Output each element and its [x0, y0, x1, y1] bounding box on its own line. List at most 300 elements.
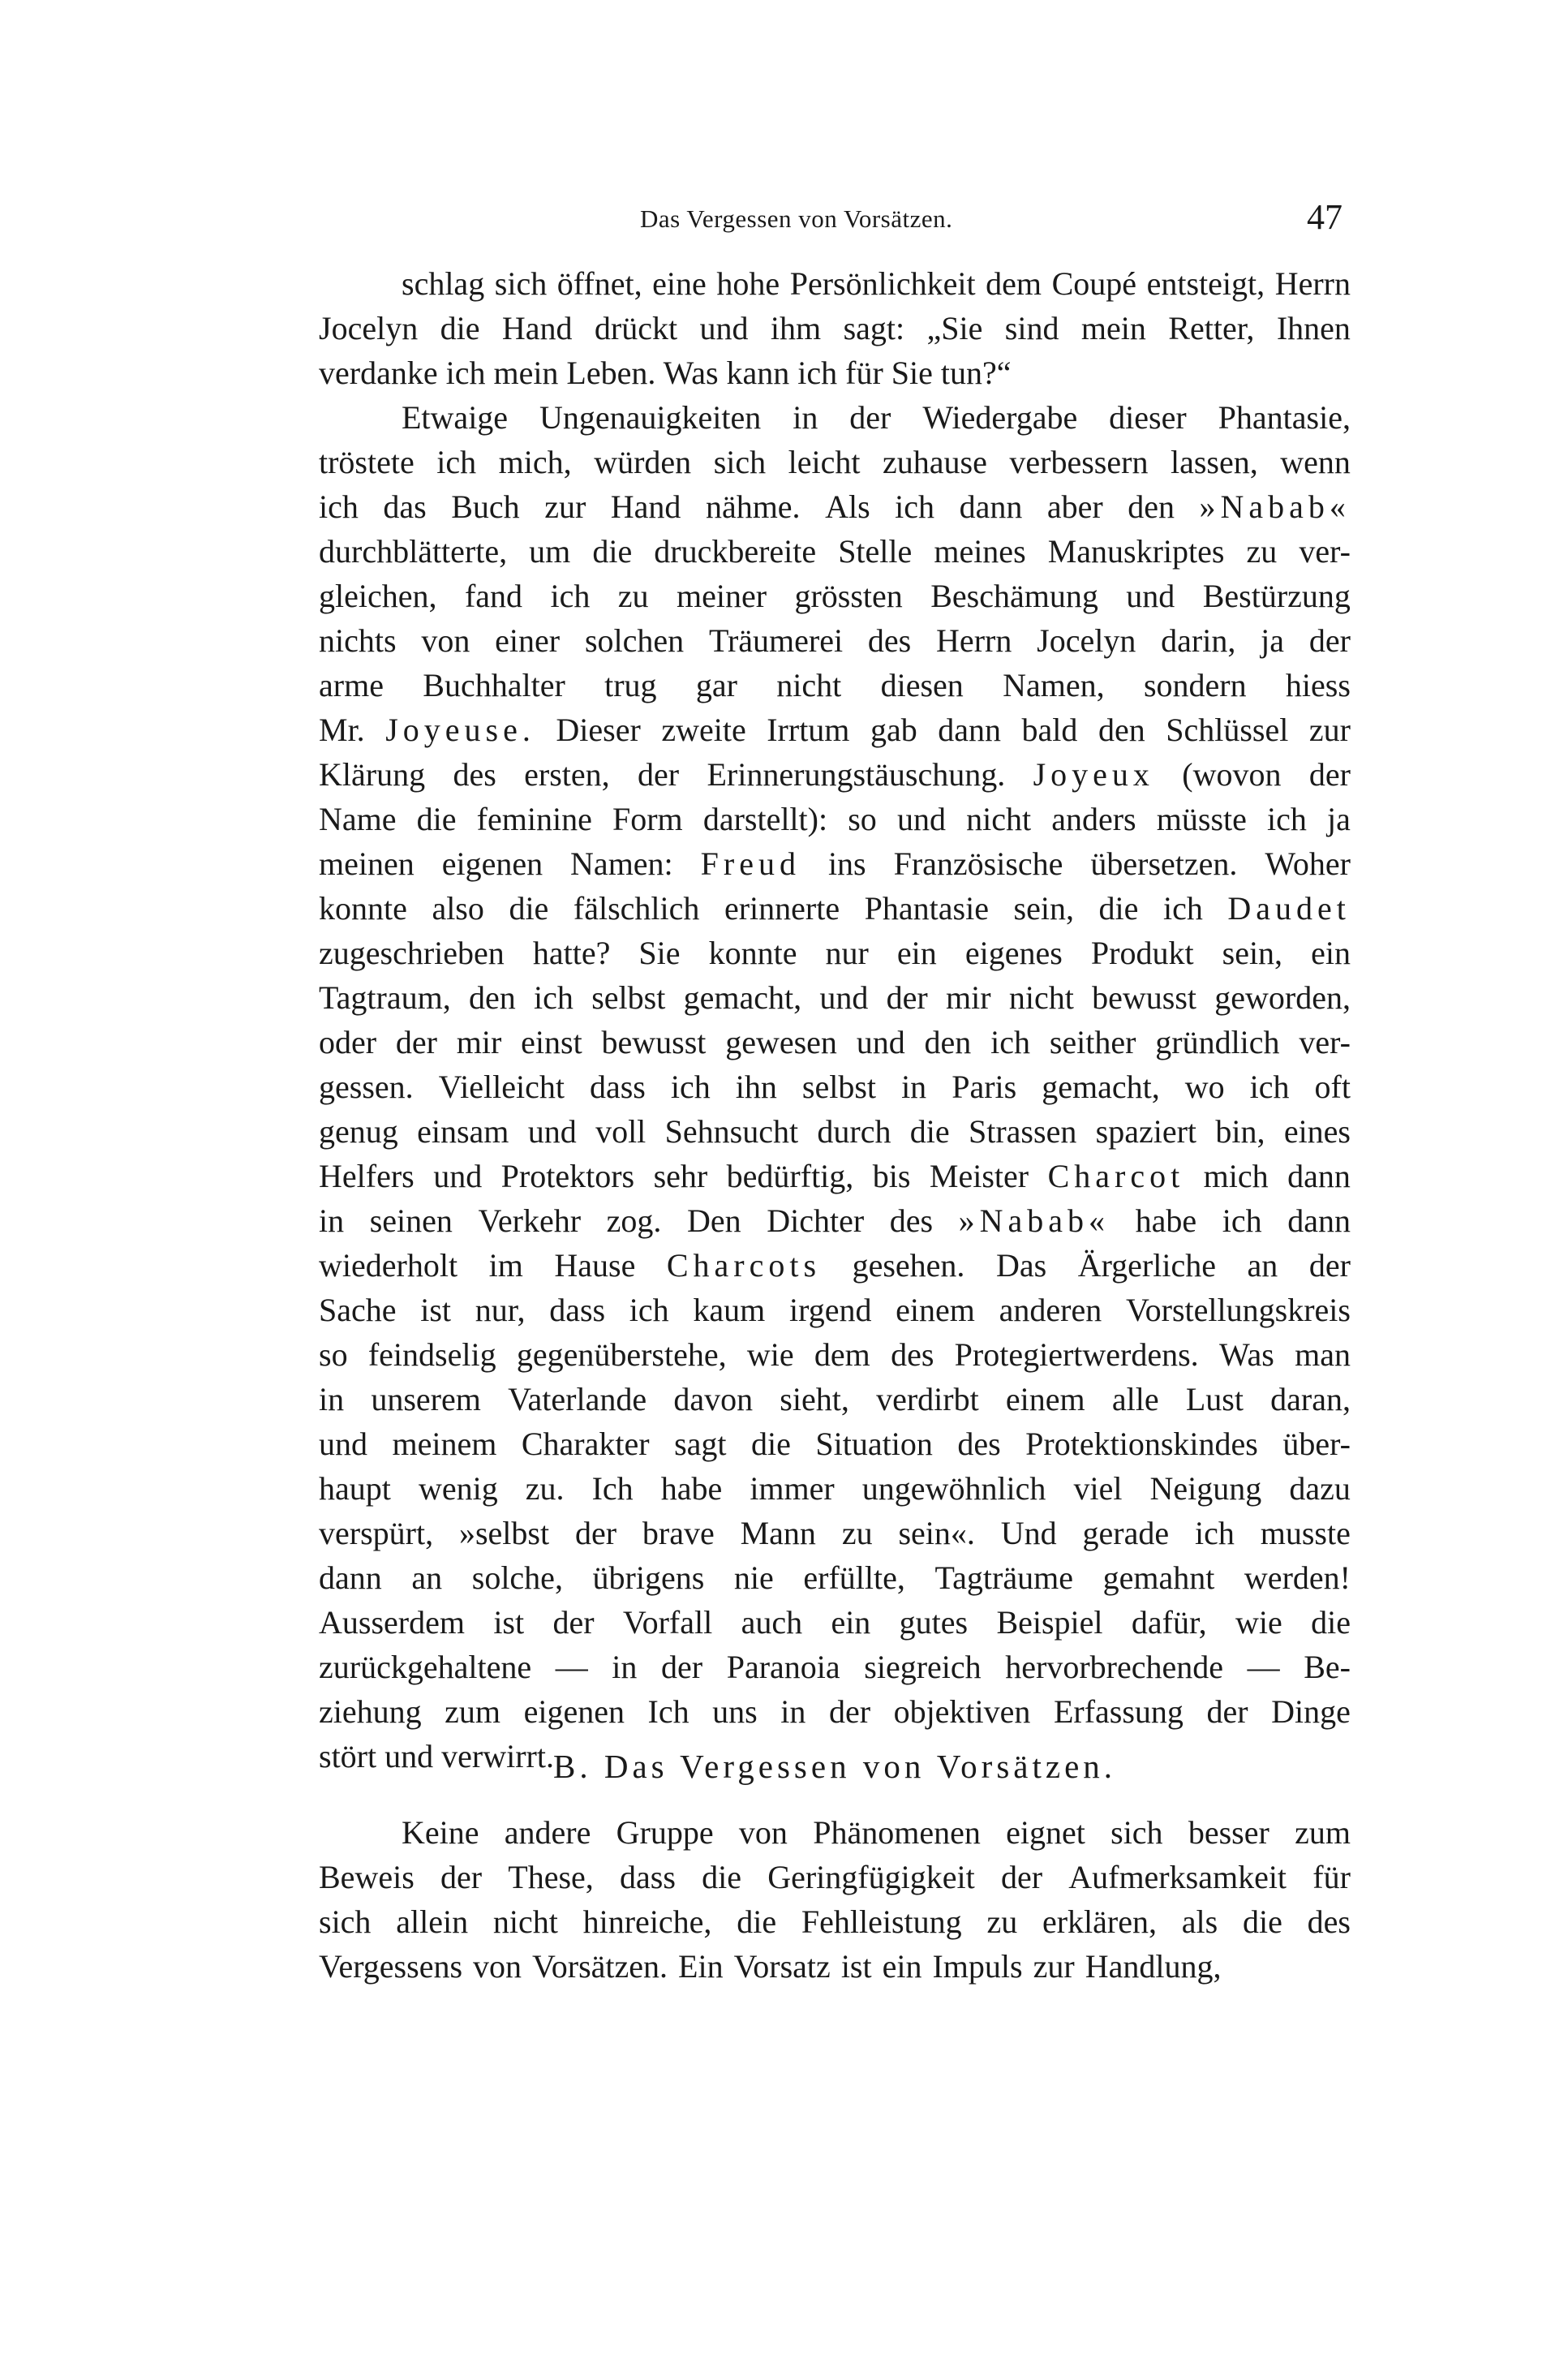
word: und — [1126, 578, 1175, 614]
word: hinreiche, — [582, 1903, 712, 1940]
word: eigenen — [441, 845, 543, 882]
word: sondern — [1143, 667, 1247, 703]
word: nichts — [319, 622, 397, 659]
word: ich — [1195, 1515, 1235, 1551]
word: gar — [695, 667, 737, 703]
word: Buch — [451, 488, 520, 525]
word: zurückgehaltene — [319, 1649, 532, 1685]
word: Retter, — [1168, 310, 1255, 346]
word: Stelle — [838, 533, 913, 570]
spaced-word: Charcots — [666, 1247, 822, 1284]
text-line — [319, 351, 1351, 395]
word: sein«. — [898, 1515, 975, 1551]
word: Bestürzung — [1202, 578, 1351, 614]
word: zur — [1308, 712, 1351, 748]
word: öffnet, — [556, 265, 642, 302]
text-line — [319, 1689, 1351, 1734]
word: zu — [1246, 533, 1278, 570]
word: ich — [436, 444, 477, 480]
word: einer — [495, 622, 561, 659]
word: selbst — [591, 979, 666, 1016]
word: ihm — [770, 310, 822, 346]
word: Jocelyn — [319, 310, 419, 346]
word: darstellt): — [702, 801, 828, 837]
word: so — [319, 1336, 348, 1373]
word: hatte? — [532, 935, 611, 971]
word: Dieser — [556, 712, 641, 748]
word: Produkt — [1090, 935, 1194, 971]
word: Coupé — [1051, 265, 1137, 302]
word: grössten — [794, 578, 903, 614]
word: nähme. — [705, 488, 801, 525]
word: eigenes — [964, 935, 1063, 971]
word: durchblätterte, — [319, 533, 508, 570]
word: ich — [534, 979, 574, 1016]
word: Helfers — [319, 1158, 415, 1194]
word: dem — [814, 1336, 870, 1373]
text-line — [319, 1466, 1351, 1511]
word: Vaterlande — [508, 1381, 647, 1417]
text-line — [319, 975, 1351, 1020]
word: Ich — [647, 1693, 689, 1730]
text-line — [319, 395, 1351, 440]
word: sagt: — [843, 310, 905, 346]
text-line — [319, 1109, 1351, 1154]
word: dann — [938, 712, 1002, 748]
word: Gruppe — [616, 1814, 714, 1851]
word: ich — [990, 1024, 1030, 1060]
word: bald — [1021, 712, 1078, 748]
text-line — [319, 931, 1351, 975]
word: mir — [456, 1024, 502, 1060]
word: nie — [733, 1559, 774, 1596]
word: und — [819, 979, 869, 1016]
word: verbessern — [1009, 444, 1149, 480]
word: Mr. — [319, 712, 365, 748]
word: Dichter — [767, 1202, 865, 1239]
text-line — [319, 1198, 1351, 1243]
word: gegenüberstehe, — [516, 1336, 727, 1373]
word: ein — [831, 1604, 871, 1641]
word: also — [432, 890, 484, 927]
word: Das — [995, 1247, 1047, 1284]
word: in — [793, 399, 818, 436]
word: müsste — [1156, 801, 1247, 837]
word: Woher — [1265, 845, 1351, 882]
word: Beispiel — [996, 1604, 1103, 1641]
word: zum — [1295, 1814, 1351, 1851]
paragraph — [319, 261, 1351, 395]
word: gleichen, — [319, 578, 437, 614]
word: die — [1311, 1604, 1351, 1641]
word: zur — [1033, 1948, 1075, 1985]
word: ist — [420, 1292, 452, 1328]
word: Schlüssel — [1166, 712, 1289, 748]
word: mich — [1203, 1158, 1269, 1194]
word: für — [1312, 1859, 1351, 1895]
word: ihn — [735, 1069, 777, 1105]
word: haupt — [319, 1470, 391, 1507]
word: andere — [504, 1814, 591, 1851]
word: ich — [550, 578, 591, 614]
spaced-word: Daudet — [1227, 890, 1351, 927]
word: ein — [1311, 935, 1351, 971]
word: nicht — [492, 1903, 558, 1940]
word: zur — [544, 488, 586, 525]
spaced-word: »Nabab« — [1199, 488, 1351, 525]
word: die — [1243, 1903, 1282, 1940]
word: seither — [1049, 1024, 1136, 1060]
word: ersten, — [524, 756, 610, 793]
word: der — [552, 1604, 595, 1641]
page-number: 47 — [1307, 197, 1342, 237]
word: darin, — [1161, 622, 1236, 659]
word: objektiven — [893, 1693, 1031, 1730]
word: besser — [1188, 1814, 1269, 1851]
word: und — [527, 1113, 577, 1150]
word: zu — [986, 1903, 1018, 1940]
word: in — [319, 1381, 345, 1417]
word: brave — [642, 1515, 715, 1551]
word: in — [780, 1693, 806, 1730]
word: eine — [652, 265, 707, 302]
word: dass — [589, 1069, 646, 1105]
word: wo — [1184, 1069, 1225, 1105]
word: Namen, — [1003, 667, 1105, 703]
word: und — [319, 1426, 367, 1462]
word: und — [699, 310, 749, 346]
word: ins — [827, 845, 866, 882]
text-line — [319, 574, 1351, 618]
word: Verkehr — [478, 1202, 582, 1239]
word: des — [891, 1336, 934, 1373]
word: viel — [1073, 1470, 1123, 1507]
word: nur, — [475, 1292, 526, 1328]
word: Keine — [402, 1814, 479, 1851]
word: und — [856, 1024, 905, 1060]
word: einem — [896, 1292, 975, 1328]
word: den — [924, 1024, 972, 1060]
word: als — [1181, 1903, 1218, 1940]
word: von — [421, 622, 470, 659]
word: Protektionskindes — [1025, 1426, 1258, 1462]
word: Vergessens — [319, 1948, 463, 1985]
text-line — [319, 1377, 1351, 1422]
word: einst — [521, 1024, 582, 1060]
word: tröstete — [319, 444, 415, 480]
word: These, — [508, 1859, 594, 1895]
word: gemacht, — [683, 979, 802, 1016]
word: sind — [1004, 310, 1059, 346]
word: fälschlich — [573, 890, 700, 927]
word: Jocelyn — [1037, 622, 1136, 659]
word: Ein — [678, 1948, 724, 1985]
word: in — [319, 1202, 345, 1239]
word: die — [702, 1859, 741, 1895]
text-line — [319, 1511, 1351, 1555]
word: werden! — [1244, 1559, 1351, 1596]
word: allein — [396, 1903, 469, 1940]
word: gemacht, — [1042, 1069, 1160, 1105]
word: der — [849, 399, 891, 436]
word: Vielleicht — [438, 1069, 565, 1105]
text-line — [319, 1422, 1351, 1466]
word: Form — [612, 801, 683, 837]
word: zu — [841, 1515, 873, 1551]
word: wie — [1235, 1604, 1282, 1641]
body-text-continued — [319, 1810, 1351, 1989]
word: Den — [687, 1202, 741, 1239]
word: um — [529, 533, 571, 570]
word: ich — [629, 1292, 669, 1328]
word: und — [433, 1158, 483, 1194]
word: nicht — [966, 801, 1032, 837]
word: genug — [319, 1113, 398, 1150]
spaced-word: Freud — [700, 845, 801, 882]
word: über- — [1282, 1426, 1351, 1462]
word: Buchhalter — [423, 667, 565, 703]
word: — — [1247, 1649, 1280, 1685]
word: gemahnt — [1102, 1559, 1215, 1596]
text-line — [319, 1020, 1351, 1065]
word: erfüllte, — [803, 1559, 905, 1596]
word: des — [867, 622, 912, 659]
word: meinen — [319, 845, 415, 882]
word: habe — [660, 1470, 723, 1507]
text-line — [319, 440, 1351, 484]
running-title: Das Vergessen von Vorsätzen. — [640, 204, 953, 233]
word: auch — [741, 1604, 803, 1641]
text-line — [319, 1065, 1351, 1109]
word: Persönlichkeit — [789, 265, 976, 302]
word: hervorbrechende — [1005, 1649, 1223, 1685]
word: der — [1308, 622, 1351, 659]
word: so — [848, 801, 877, 837]
word: kaum — [693, 1292, 766, 1328]
word: ich — [319, 488, 359, 525]
word: Phänomenen — [813, 1814, 981, 1851]
word: drückt — [594, 310, 678, 346]
word: Charakter — [521, 1426, 650, 1462]
word: der — [1308, 756, 1351, 793]
word: Be- — [1304, 1649, 1351, 1685]
word: daran, — [1270, 1381, 1351, 1417]
word: Neigung — [1149, 1470, 1262, 1507]
word: Mann — [740, 1515, 816, 1551]
word: ich — [895, 488, 935, 525]
word: sich — [494, 265, 548, 302]
word: Paris — [952, 1069, 1017, 1105]
word: nur — [825, 935, 869, 971]
word: solche, — [471, 1559, 563, 1596]
word: den — [1098, 712, 1145, 748]
word: Geringfügigkeit — [767, 1859, 975, 1895]
word: eines — [1283, 1113, 1351, 1150]
word: Phantasie, — [1218, 399, 1351, 436]
word: solchen — [584, 622, 685, 659]
word: Und — [1000, 1515, 1057, 1551]
word: Als — [825, 488, 870, 525]
word: bis — [872, 1158, 911, 1194]
word: unserem — [371, 1381, 481, 1417]
word: Französische — [893, 845, 1063, 882]
word: gründlich — [1155, 1024, 1280, 1060]
word: dafür, — [1131, 1604, 1207, 1641]
word: Ärgerliche — [1077, 1247, 1216, 1284]
word: geworden, — [1214, 979, 1351, 1016]
word: ist — [840, 1948, 872, 1985]
word: in — [901, 1069, 927, 1105]
word: an — [1247, 1247, 1278, 1284]
word: Beschämung — [930, 578, 1098, 614]
word: Beweis — [319, 1859, 415, 1895]
word: Manuskriptes — [1047, 533, 1225, 570]
word: im — [488, 1247, 523, 1284]
word: der — [828, 1693, 871, 1730]
word: ziehung — [319, 1693, 422, 1730]
word: und — [896, 801, 946, 837]
word: Vorsatz — [733, 1948, 831, 1985]
word: die — [416, 801, 457, 837]
word: Erfassung — [1053, 1693, 1184, 1730]
word: den — [468, 979, 516, 1016]
word: des — [1307, 1903, 1351, 1940]
word: ist — [493, 1604, 525, 1641]
word: uns — [712, 1693, 758, 1730]
word: ich — [1222, 1202, 1262, 1239]
word: eigenen — [523, 1693, 625, 1730]
word: gutes — [899, 1604, 969, 1641]
word: gab — [870, 712, 917, 748]
word: sein, — [1222, 935, 1283, 971]
word: trug — [604, 667, 657, 703]
word: die — [909, 1113, 950, 1150]
word: dann — [319, 1559, 382, 1596]
word: (wovon — [1182, 756, 1282, 793]
word: wenn — [1280, 444, 1351, 480]
word: der — [395, 1024, 437, 1060]
word: Paranoia — [726, 1649, 840, 1685]
word: in — [612, 1649, 638, 1685]
text-line — [319, 886, 1351, 931]
word: dass — [620, 1859, 676, 1895]
word: sich — [1110, 1814, 1163, 1851]
text-line — [319, 1288, 1351, 1332]
word: Herrn — [1274, 265, 1351, 302]
word: Sie — [638, 935, 681, 971]
word: „Sie — [926, 310, 983, 346]
word: ein — [896, 935, 937, 971]
word: zweite — [661, 712, 746, 748]
word: bin, — [1215, 1113, 1265, 1150]
word: dass — [549, 1292, 606, 1328]
word: man — [1295, 1336, 1351, 1373]
word: fand — [464, 578, 523, 614]
word: arme — [319, 667, 384, 703]
word: mich, — [498, 444, 572, 480]
text-line — [319, 1555, 1351, 1600]
word: der — [886, 979, 928, 1016]
text-line — [319, 1944, 1351, 1989]
word: aber — [1046, 488, 1103, 525]
text-line — [319, 618, 1351, 663]
word: Situation — [815, 1426, 933, 1462]
word: Meister — [929, 1158, 1029, 1194]
word: eignet — [1006, 1814, 1085, 1851]
word: mir — [946, 979, 991, 1016]
word: Sache — [319, 1292, 397, 1328]
word: sagt — [674, 1426, 727, 1462]
word: selbst — [801, 1069, 877, 1105]
text-line — [319, 1855, 1351, 1899]
word: verdirbt — [876, 1381, 979, 1417]
spaced-word: Joyeux — [1033, 756, 1154, 793]
word: Name — [319, 801, 397, 837]
word: habe — [1135, 1202, 1197, 1239]
word: Lust — [1185, 1381, 1244, 1417]
word: erklären, — [1042, 1903, 1157, 1940]
spaced-word: »Nabab« — [958, 1202, 1110, 1239]
word: Träumerei — [708, 622, 844, 659]
text-line — [319, 1243, 1351, 1288]
word: Strassen — [969, 1113, 1077, 1150]
word: zu. — [525, 1470, 565, 1507]
word: ungewöhnlich — [861, 1470, 1046, 1507]
word: stört und verwirrt. — [319, 1738, 554, 1774]
word: oft — [1314, 1069, 1351, 1105]
text-line — [319, 663, 1351, 708]
word: zog. — [606, 1202, 662, 1239]
word: seinen — [369, 1202, 453, 1239]
word: dann — [1287, 1158, 1351, 1194]
text-line — [319, 484, 1351, 529]
word: schlag — [402, 265, 485, 302]
word: bewusst — [1092, 979, 1196, 1016]
word: der — [440, 1859, 483, 1895]
word: diesen — [880, 667, 964, 703]
word: Ich — [591, 1470, 634, 1507]
word: die — [737, 1903, 777, 1940]
word: alle — [1111, 1381, 1159, 1417]
word: dann — [959, 488, 1023, 525]
word: wiederholt — [319, 1247, 458, 1284]
word: Aufmerksamkeit — [1068, 1859, 1287, 1895]
word: konnte — [319, 890, 407, 927]
word: sehr — [653, 1158, 708, 1194]
text-line — [319, 1810, 1351, 1855]
word: einem — [1005, 1381, 1085, 1417]
word: an — [411, 1559, 443, 1596]
text-line — [319, 752, 1351, 797]
word: anderen — [999, 1292, 1102, 1328]
word: Vorsätzen. — [532, 1948, 668, 1985]
word: meiner — [676, 578, 767, 614]
word: die — [751, 1426, 791, 1462]
word: Protegiertwerdens. — [954, 1336, 1199, 1373]
word: der — [638, 756, 680, 793]
word: dazu — [1289, 1470, 1351, 1507]
word: der — [661, 1649, 703, 1685]
word: Dinge — [1271, 1693, 1351, 1730]
word: davon — [673, 1381, 754, 1417]
word: Klärung — [319, 756, 426, 793]
word: übrigens — [592, 1559, 705, 1596]
word: Ihnen — [1276, 310, 1351, 346]
word: Impuls — [932, 1948, 1023, 1985]
word: Hause — [554, 1247, 636, 1284]
word: dieser — [1109, 399, 1187, 436]
word: von — [473, 1948, 522, 1985]
